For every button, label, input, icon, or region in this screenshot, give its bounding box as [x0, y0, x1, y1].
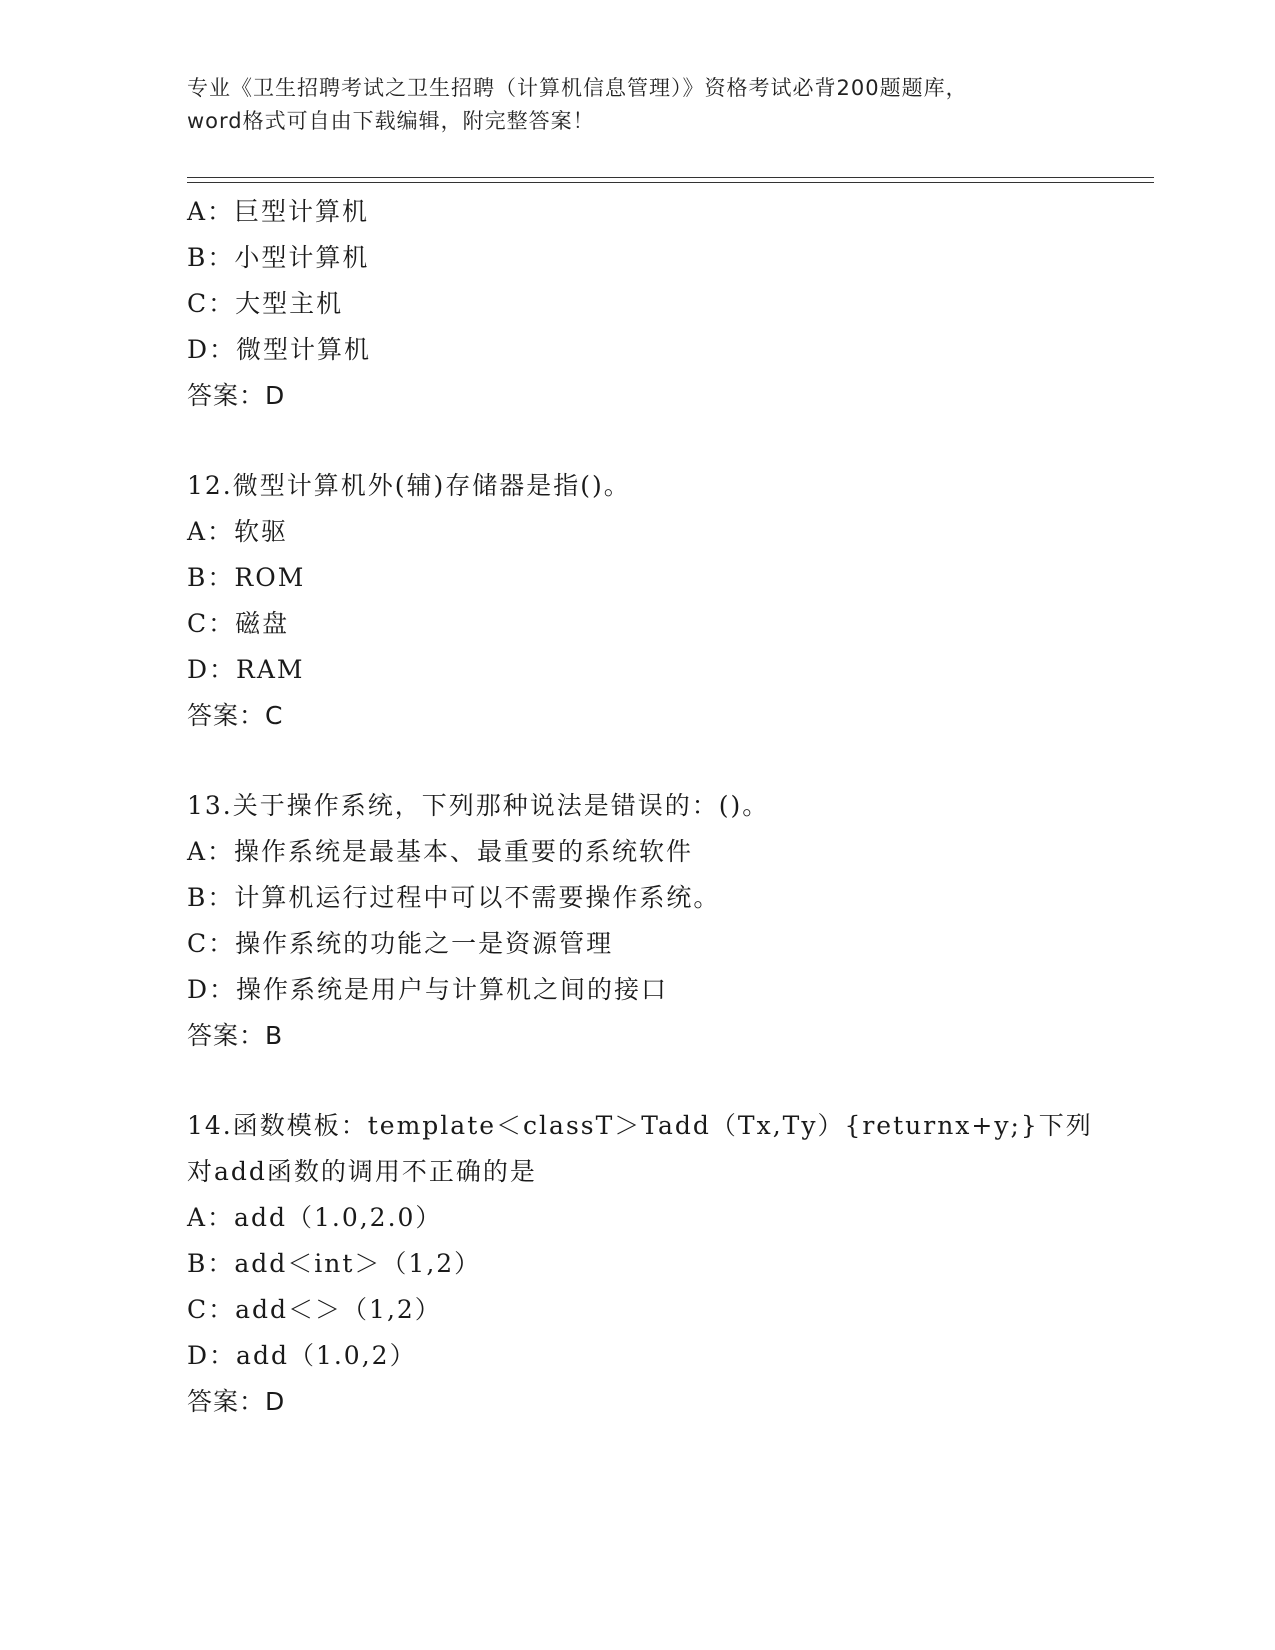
answer-line: 答案：D — [187, 381, 286, 410]
option-a: A：巨型计算机 — [187, 197, 370, 226]
header-divider-bottom — [187, 182, 1154, 183]
header-divider-top — [187, 177, 1154, 178]
option-c: C：操作系统的功能之一是资源管理 — [187, 929, 614, 958]
option-d: D：RAM — [187, 655, 305, 684]
option-a: A：操作系统是最基本、最重要的系统软件 — [187, 837, 694, 866]
question-text: 13.关于操作系统，下列那种说法是错误的：()。 — [187, 791, 770, 820]
option-c: C：add＜＞（1,2） — [187, 1295, 442, 1324]
question-12 — [187, 463, 1147, 739]
spacer — [187, 739, 1147, 783]
answer-line: 答案：C — [187, 701, 284, 730]
option-b: B：ROM — [187, 563, 306, 592]
question-text-line-1: 14.函数模板：template＜classT＞Tadd（Tx,Ty）{returnx+y;}下列 — [187, 1111, 1093, 1140]
option-a: A：软驱 — [187, 517, 289, 546]
question-text: 12.微型计算机外(辅)存储器是指()。 — [187, 471, 631, 500]
option-c: C：大型主机 — [187, 289, 344, 318]
answer-line: 答案：D — [187, 1387, 286, 1416]
option-c: C：磁盘 — [187, 609, 290, 638]
question-13 — [187, 783, 1147, 1059]
option-b: B：小型计算机 — [187, 243, 370, 272]
document-header — [187, 72, 1087, 138]
header-line-2: word格式可自由下载编辑，附完整答案！ — [187, 109, 595, 133]
option-a: A：add（1.0,2.0） — [187, 1203, 443, 1232]
spacer — [187, 419, 1147, 463]
option-b: B：add＜int＞（1,2） — [187, 1249, 482, 1278]
question-11 — [187, 189, 1147, 419]
option-d: D：操作系统是用户与计算机之间的接口 — [187, 975, 669, 1004]
option-d: D：微型计算机 — [187, 335, 372, 364]
answer-line: 答案：B — [187, 1021, 284, 1050]
option-b: B：计算机运行过程中可以不需要操作系统。 — [187, 883, 721, 912]
question-list — [187, 189, 1147, 1425]
question-text-line-2: 对add函数的调用不正确的是 — [187, 1157, 537, 1186]
option-d: D：add（1.0,2） — [187, 1341, 417, 1370]
spacer — [187, 1059, 1147, 1103]
question-14 — [187, 1103, 1147, 1425]
header-line-1: 专业《卫生招聘考试之卫生招聘（计算机信息管理）》资格考试必背200题题库， — [187, 76, 968, 100]
